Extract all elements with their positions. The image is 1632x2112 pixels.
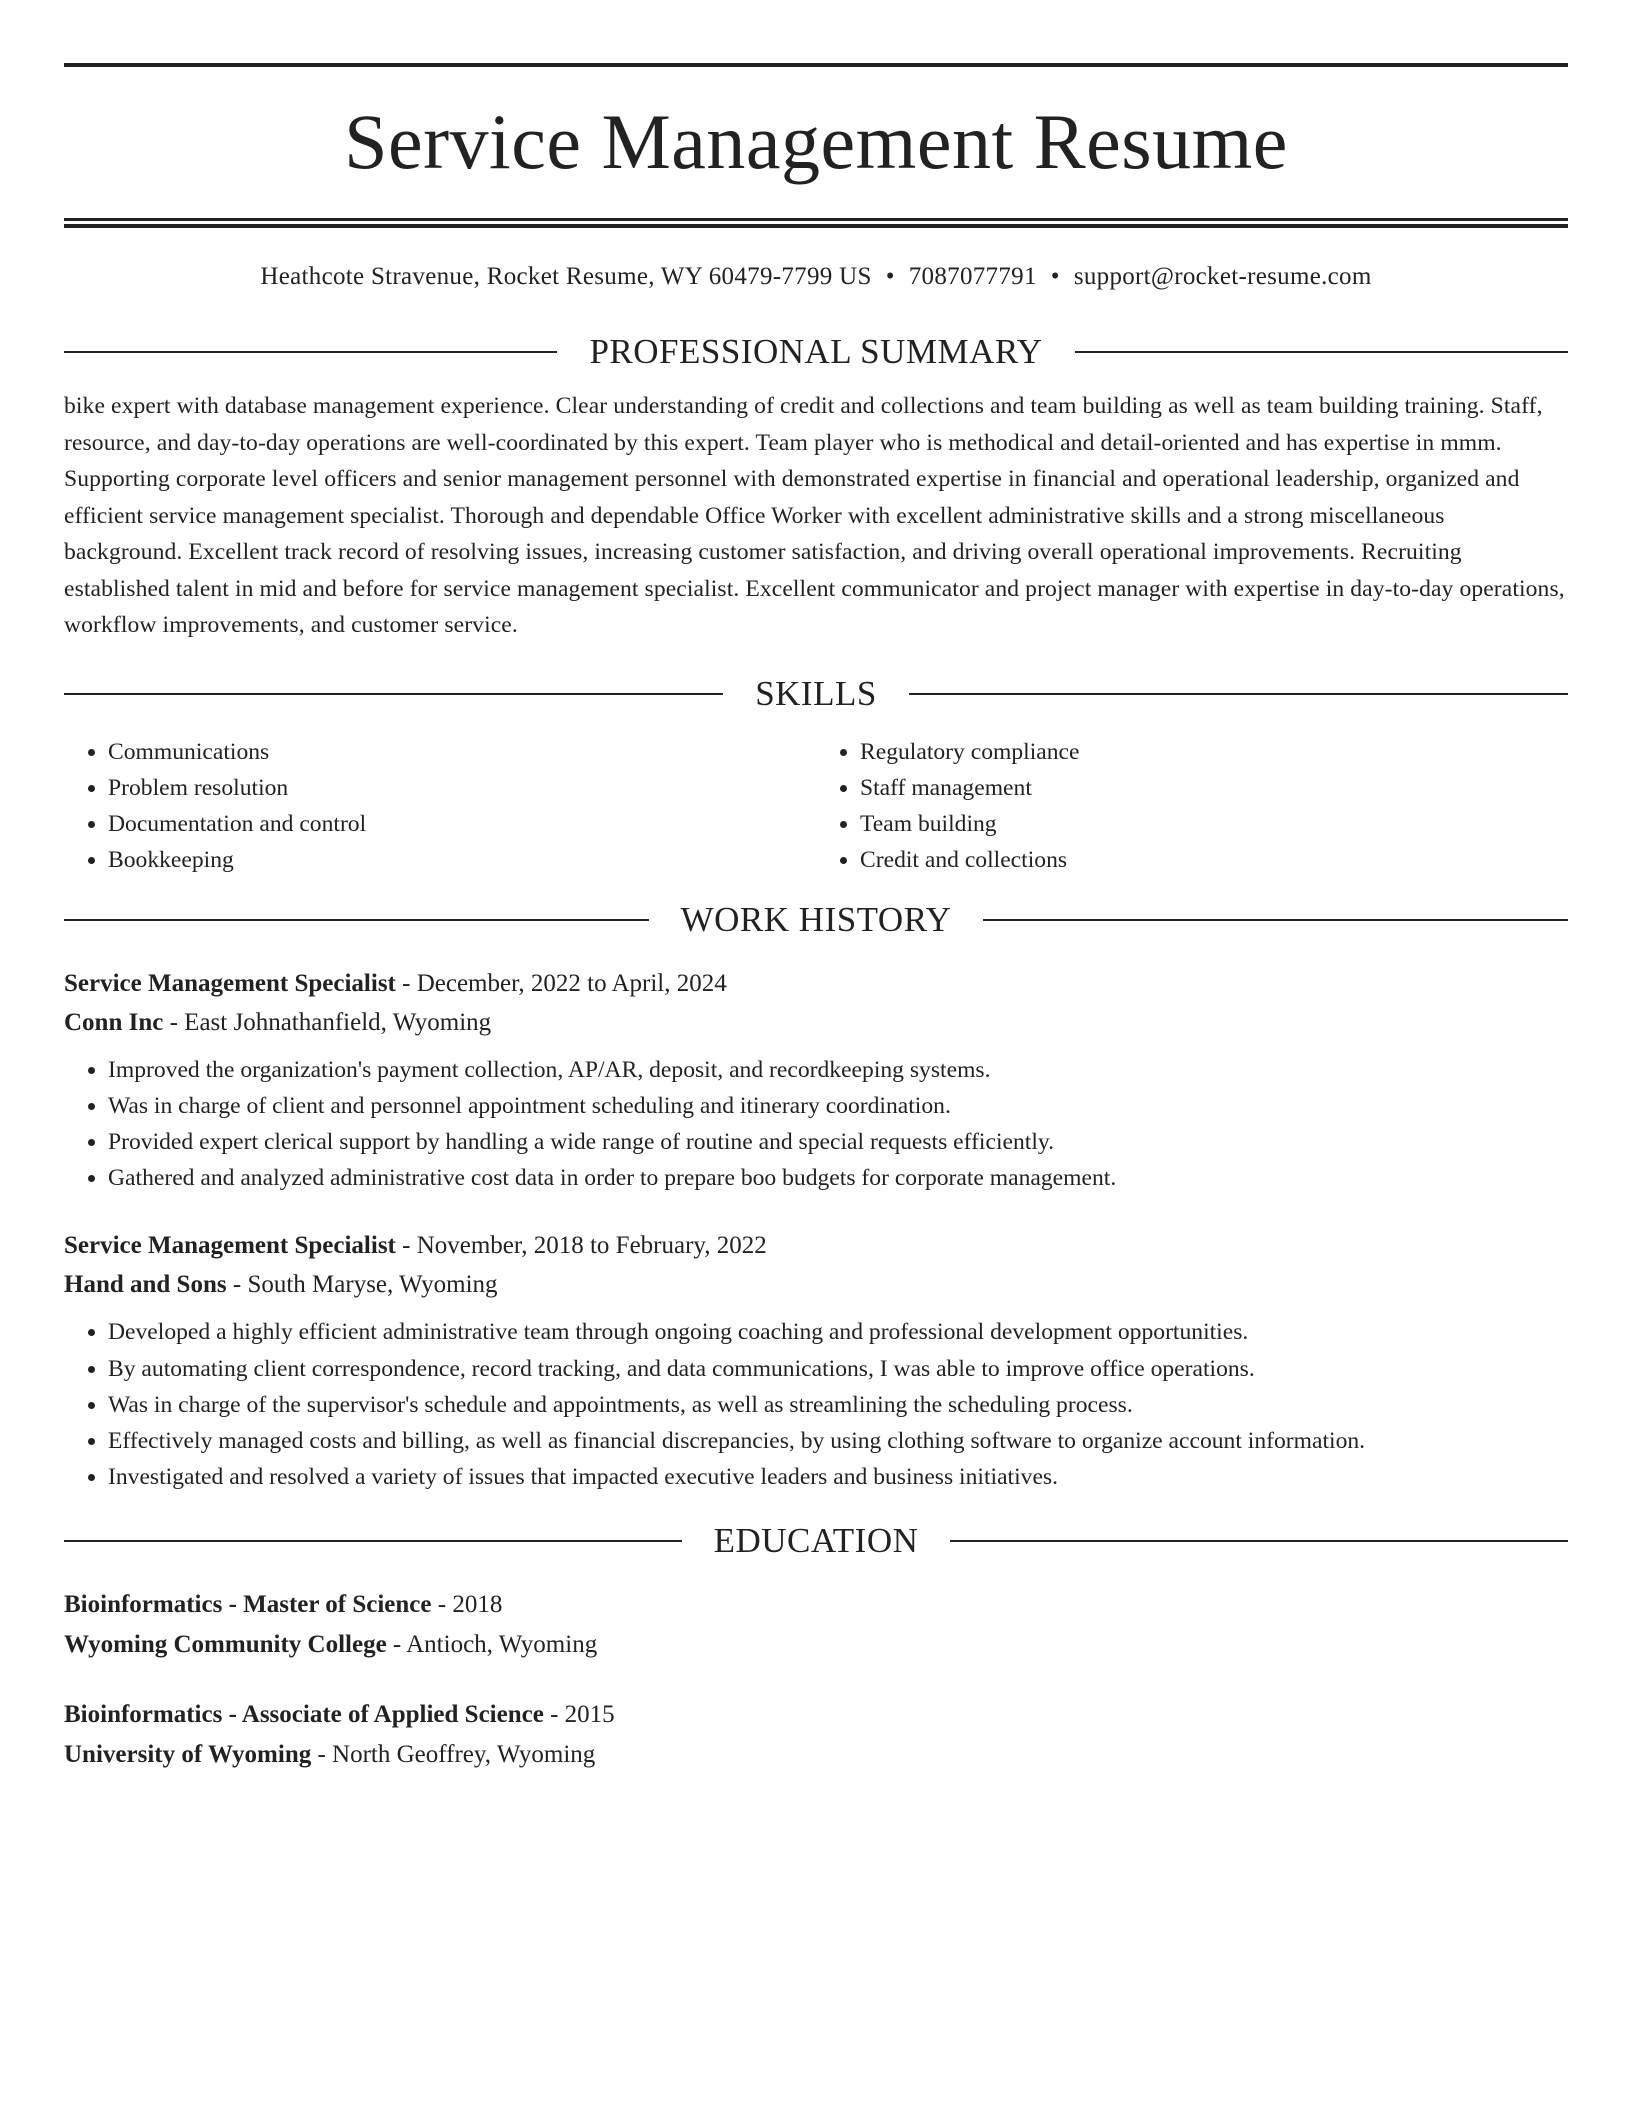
education-school-line: University of Wyoming - North Geoffrey, Wyoming [64, 1741, 596, 1769]
job-bullet: • Improved the organization's payment collection, AP/AR, deposit, and recordkeeping systems. [108, 1052, 1568, 1088]
skill-item: • Problem resolution [108, 770, 816, 806]
section-title: WORK HISTORY [680, 899, 952, 939]
section-rule-right [1075, 351, 1568, 353]
education-entry [64, 1695, 1568, 1775]
section-heading-work [64, 898, 1568, 942]
job-bullets [64, 1052, 1568, 1197]
education-location: Antioch, Wyoming [406, 1631, 598, 1659]
skills-column-right [816, 734, 1568, 878]
job-company: Conn Inc [64, 1008, 164, 1036]
job-bullet: • Was in charge of the supervisor's schedule and appointments, as well as streamlining the scheduling process. [108, 1387, 1568, 1423]
contact-separator: • [1050, 263, 1060, 290]
skill-item: • Team building [860, 806, 1568, 842]
job-title-line: Service Management Specialist - December, 2022 to April, 2024 [64, 969, 727, 997]
job-bullet: • Provided expert clerical support by handling a wide range of routine and special requests efficiently. [108, 1124, 1568, 1160]
contact-separator: • [885, 263, 895, 290]
section-title: EDUCATION [713, 1521, 919, 1561]
section-rule-left [64, 1540, 682, 1542]
header-top-rule [64, 63, 1568, 67]
skill-item: • Bookkeeping [108, 842, 816, 878]
skill-item: • Staff management [860, 770, 1568, 806]
contact-address: Heathcote Stravenue, Rocket Resume, WY 60479-7799 US [260, 263, 872, 290]
job-bullet: • Developed a highly efficient administrative team through ongoing coaching and professional development opportunities. [108, 1314, 1568, 1350]
contact-line [64, 260, 1568, 294]
education-entry [64, 1585, 1568, 1665]
skills-column-left [64, 734, 816, 878]
job-bullet: • By automating client correspondence, record tracking, and data communications, I was able to improve office operations. [108, 1351, 1568, 1387]
education-year: 2015 [564, 1701, 615, 1729]
education-degree-line: Bioinformatics - Master of Science - 2018 [64, 1591, 503, 1619]
job-title-line: Service Management Specialist - November, 2018 to February, 2022 [64, 1232, 767, 1260]
job-title: Service Management Specialist [64, 969, 396, 997]
skill-item: • Communications [108, 734, 816, 770]
education-school: Wyoming Community College [64, 1631, 387, 1659]
section-heading-summary [64, 330, 1568, 374]
skills-list [64, 734, 1568, 878]
contact-phone: 7087077791 [908, 263, 1037, 290]
job-bullet: • Investigated and resolved a variety of issues that impacted executive leaders and business initiatives. [108, 1459, 1568, 1495]
section-rule-left [64, 919, 649, 921]
job-bullet: • Effectively managed costs and billing, as well as financial discrepancies, by using clothing software to organize account information. [108, 1423, 1568, 1459]
resume-title: Service Management Resume [344, 98, 1288, 185]
job-bullets [64, 1314, 1568, 1495]
job-entry [64, 1226, 1568, 1495]
education-school-line: Wyoming Community College - Antioch, Wyoming [64, 1631, 598, 1659]
section-heading-education [64, 1519, 1568, 1563]
education-degree: Bioinformatics - Master of Science [64, 1591, 432, 1619]
education-year: 2018 [452, 1591, 503, 1619]
section-rule-right [950, 1540, 1568, 1542]
section-title: SKILLS [755, 673, 877, 713]
job-entry [64, 964, 1568, 1197]
job-bullet: • Was in charge of client and personnel appointment scheduling and itinerary coordination. [108, 1088, 1568, 1124]
section-heading-skills [64, 672, 1568, 716]
education-location: North Geoffrey, Wyoming [332, 1741, 596, 1769]
job-company-line: Hand and Sons - South Maryse, Wyoming [64, 1271, 498, 1299]
job-dates: December, 2022 to April, 2024 [416, 969, 727, 997]
skill-item: • Regulatory compliance [860, 734, 1568, 770]
job-location: East Johnathanfield, Wyoming [184, 1008, 492, 1036]
job-company: Hand and Sons [64, 1271, 227, 1299]
job-location: South Maryse, Wyoming [247, 1271, 498, 1299]
section-title: PROFESSIONAL SUMMARY [589, 332, 1043, 371]
job-bullet: • Gathered and analyzed administrative cost data in order to prepare boo budgets for corporate management. [108, 1160, 1568, 1196]
job-title: Service Management Specialist [64, 1232, 396, 1260]
education-school: University of Wyoming [64, 1741, 312, 1769]
section-rule-left [64, 693, 723, 695]
education-degree-line: Bioinformatics - Associate of Applied Science - 2015 [64, 1701, 615, 1729]
job-dates: November, 2018 to February, 2022 [416, 1232, 767, 1260]
header-double-rule [64, 218, 1568, 228]
section-rule-right [983, 919, 1568, 921]
job-company-line: Conn Inc - East Johnathanfield, Wyoming [64, 1008, 492, 1036]
section-rule-right [909, 693, 1568, 695]
skill-item: • Documentation and control [108, 806, 816, 842]
section-rule-left [64, 351, 557, 353]
contact-email: support@rocket-resume.com [1073, 263, 1372, 290]
education-degree: Bioinformatics - Associate of Applied Science [64, 1701, 544, 1729]
skill-item: • Credit and collections [860, 842, 1568, 878]
summary-text: bike expert with database management experience. Clear understanding of credit and collections and team building as well as team building training. Staff, resource, and day-to-day operations are well-coordinated by this expert. Team player who is methodical and detail-oriented and has expertise in mmm. Supporting corporate level officers and senior management personnel with demonstrated expertise in financial and operational leadership, organized and efficient service management specialist. Thorough and dependable Office Worker with excellent administrative skills and a strong miscellaneous background. Excellent track record of resolving issues, increasing customer satisfaction, and driving overall operational improvements. Recruiting established talent in mid and before for service management specialist. Excellent communicator and project manager with expertise in day-to-day operations, workflow improvements, and customer service. [64, 393, 1565, 638]
